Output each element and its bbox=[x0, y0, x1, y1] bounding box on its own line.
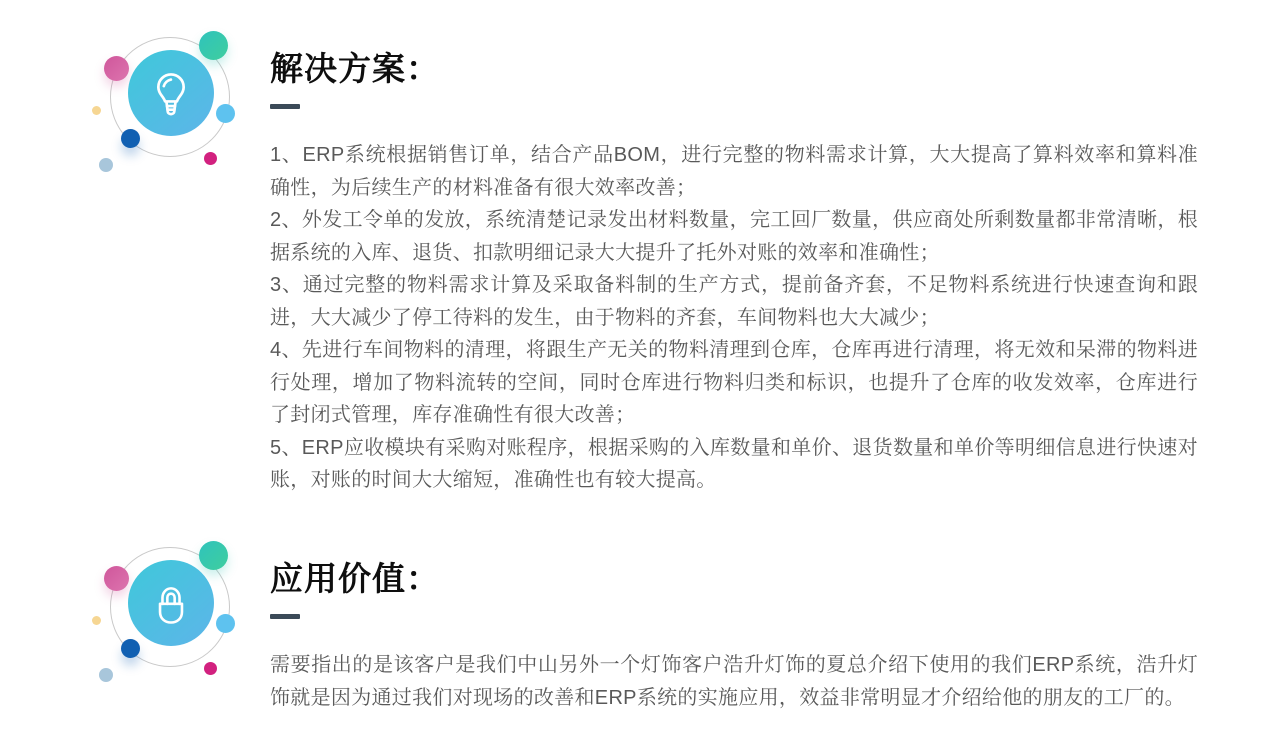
solution-point-2: 2、外发工令单的发放，系统清楚记录发出材料数量，完工回厂数量，供应商处所剩数量都非常清晰，根据系统的入库、退货、扣款明细记录大大提升了托外对账的效率和准确性； bbox=[270, 209, 1198, 264]
dot-yellow bbox=[92, 106, 101, 115]
dot-pink bbox=[104, 566, 129, 591]
solution-point-5: 5、ERP应收模块有采购对账程序，根据采购的入库数量和单价、退货数量和单价等明细信息进行快速对账，对账的时间大大缩短，准确性也有较大提高。 bbox=[270, 436, 1198, 491]
solution-point-1: 1、ERP系统根据销售订单，结合产品BOM，进行完整的物料需求计算，大大提高了算料效率和算料准确性，为后续生产的材料准备有很大效率改善； bbox=[270, 144, 1198, 199]
dot-teal bbox=[199, 31, 228, 60]
value-decorative-cluster bbox=[88, 538, 248, 706]
dot-dark-blue bbox=[121, 639, 140, 658]
value-paragraph: 需要指出的是该客户是我们中山另外一个灯饰客户浩升灯饰的夏总介绍下使用的我们ERP系统，浩升灯饰就是因为通过我们对现场的改善和ERP系统的实施应用，效益非常明显才介绍给他的朋友的工厂的。 bbox=[270, 654, 1198, 709]
solution-paragraphs bbox=[270, 139, 1198, 497]
lightbulb-icon bbox=[144, 66, 198, 120]
value-paragraphs bbox=[270, 649, 1198, 714]
dot-yellow bbox=[92, 616, 101, 625]
value-title: 应用价值： bbox=[270, 560, 440, 597]
solution-point-4: 4、先进行车间物料的清理，将跟生产无关的物料清理到仓库，仓库再进行清理，将无效和呆滞的物料进行处理，增加了物料流转的空间，同时仓库进行物料归类和标识，也提升了仓库的收发效率，仓库进行了封闭式管理，库存准确性有很大改善； bbox=[270, 339, 1198, 426]
dot-pink bbox=[104, 56, 129, 81]
dot-gray-blue bbox=[99, 668, 113, 682]
title-divider bbox=[270, 104, 300, 109]
value-content bbox=[270, 538, 1198, 714]
dot-sky-blue bbox=[216, 614, 235, 633]
section-value bbox=[0, 538, 1264, 741]
section-solution bbox=[0, 28, 1264, 528]
dot-magenta bbox=[204, 662, 217, 675]
solution-decorative-cluster bbox=[88, 28, 248, 196]
lightbulb-badge bbox=[128, 50, 214, 136]
title-divider bbox=[270, 614, 300, 619]
dot-gray-blue bbox=[99, 158, 113, 172]
lock-icon bbox=[145, 577, 197, 629]
solution-content bbox=[270, 28, 1198, 497]
dot-dark-blue bbox=[121, 129, 140, 148]
solution-point-3: 3、通过完整的物料需求计算及采取备料制的生产方式，提前备齐套，不足物料系统进行快速查询和跟进，大大减少了停工待料的发生，由于物料的齐套，车间物料也大大减少； bbox=[270, 274, 1198, 329]
lock-badge bbox=[128, 560, 214, 646]
dot-teal bbox=[199, 541, 228, 570]
solution-title: 解决方案： bbox=[270, 50, 440, 87]
dot-magenta bbox=[204, 152, 217, 165]
dot-sky-blue bbox=[216, 104, 235, 123]
